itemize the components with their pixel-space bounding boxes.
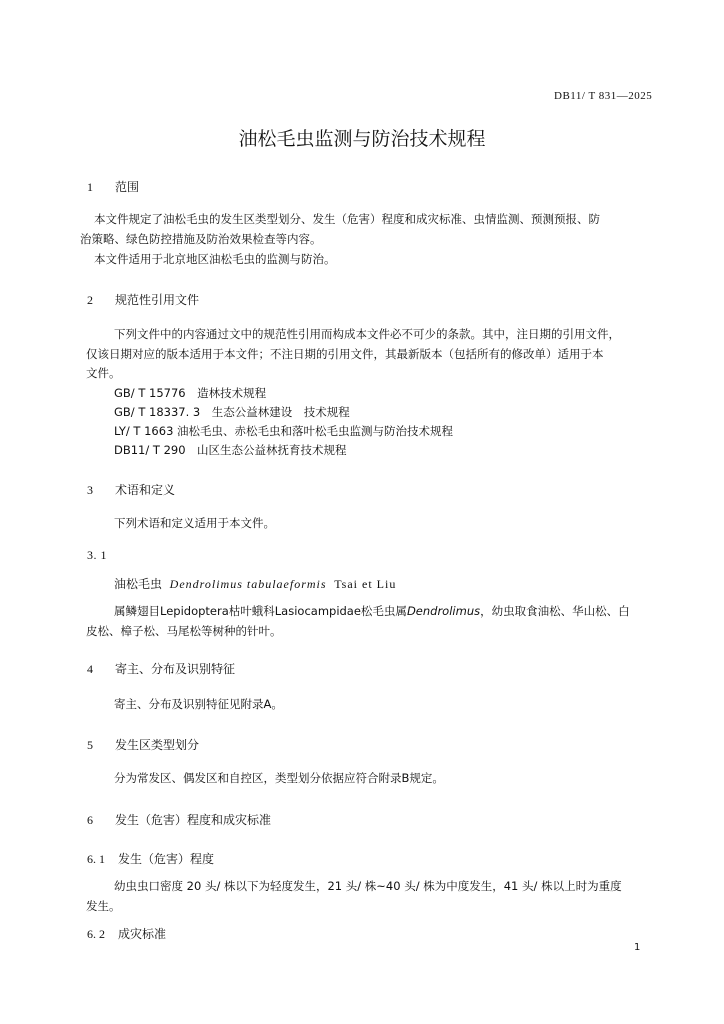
paragraph-line: 文件。 xyxy=(86,366,121,380)
term-latin-name: Dendrolimus tabulaeformis xyxy=(169,577,327,591)
paragraph-line: 下列文件中的内容通过文中的规范性引用而构成本文件必不可少的条款。其中，注日期的引用文件， xyxy=(114,327,620,341)
section-number: 4 xyxy=(87,662,93,676)
section-number: 2 xyxy=(87,293,93,307)
paragraph-line: 本文件规定了油松毛虫的发生区类型划分、发生（危害）程度和成灾标准、虫情监测、预测预报、防 xyxy=(94,212,600,226)
subsection-6-1-heading xyxy=(87,850,214,867)
paragraph-line: 仅该日期对应的版本适用于本文件；不注日期的引用文件，其最新版本（包括所有的修改单）适用于本 xyxy=(86,347,604,361)
section-number: 6 xyxy=(87,813,93,827)
section-6-heading xyxy=(87,811,271,828)
definition-text: ，幼虫取食油松、华山松、白 xyxy=(480,604,630,618)
paragraph-line: 本文件适用于北京地区油松毛虫的监测与防治。 xyxy=(94,252,336,266)
section-title: 发生（危害）程度和成灾标准 xyxy=(115,813,272,827)
section-title: 发生区类型划分 xyxy=(115,738,200,752)
subsection-number: 3. 1 xyxy=(87,548,107,562)
paragraph-line: 发生。 xyxy=(86,899,121,913)
term-entry xyxy=(114,575,396,592)
reference-item: GB/ T 15776 造林技术规程 xyxy=(114,386,267,400)
term-chinese: 油松毛虫 xyxy=(114,577,163,591)
paragraph-line: 下列术语和定义适用于本文件。 xyxy=(114,516,275,530)
subsection-6-2-heading xyxy=(87,925,166,942)
definition-line xyxy=(114,602,686,621)
paragraph-line: 幼虫虫口密度 20 头/ 株以下为轻度发生，21 头/ 株~40 头/ 株为中度发生，41 头/ 株以上时为重度 xyxy=(114,879,622,893)
genus-name: Dendrolimus xyxy=(406,604,481,618)
section-number: 1 xyxy=(87,180,93,194)
subsection-title: 发生（危害）程度 xyxy=(118,852,215,866)
section-4-heading xyxy=(87,660,235,677)
section-title: 范围 xyxy=(115,180,140,194)
reference-item: DB11/ T 290 山区生态公益林抚育技术规程 xyxy=(114,443,347,457)
subsection-number: 6. 2 xyxy=(87,927,105,941)
term-author: Tsai et Liu xyxy=(334,577,397,591)
section-3-heading xyxy=(87,481,175,498)
section-number: 3 xyxy=(87,483,93,497)
paragraph-line: 分为常发区、偶发区和自控区，类型划分依据应符合附录B规定。 xyxy=(114,771,444,785)
definition-line: 皮松、樟子松、马尾松等树种的针叶。 xyxy=(86,624,282,638)
subsection-title: 成灾标准 xyxy=(118,927,167,941)
section-5-heading xyxy=(87,736,199,753)
page-number: 1 xyxy=(634,942,641,953)
document-title: 油松毛虫监测与防治技术规程 xyxy=(238,128,486,150)
section-title: 规范性引用文件 xyxy=(115,293,200,307)
section-1-heading xyxy=(87,178,139,195)
standard-number: DB11/ T 831—2025 xyxy=(554,90,653,102)
section-2-heading xyxy=(87,291,199,308)
reference-item: GB/ T 18337. 3 生态公益林建设 技术规程 xyxy=(114,405,350,419)
paragraph-line: 治策略、绿色防控措施及防治效果检查等内容。 xyxy=(80,232,322,246)
section-title: 术语和定义 xyxy=(115,483,176,497)
paragraph-line: 寄主、分布及识别特征见附录A。 xyxy=(114,697,283,711)
definition-text: 属鳞翅目Lepidoptera枯叶蛾科Lasiocampidae松毛虫属 xyxy=(114,604,407,618)
section-number: 5 xyxy=(87,738,93,752)
subsection-number: 6. 1 xyxy=(87,852,105,866)
reference-item: LY/ T 1663 油松毛虫、赤松毛虫和落叶松毛虫监测与防治技术规程 xyxy=(114,424,454,438)
section-title: 寄主、分布及识别特征 xyxy=(115,662,236,676)
